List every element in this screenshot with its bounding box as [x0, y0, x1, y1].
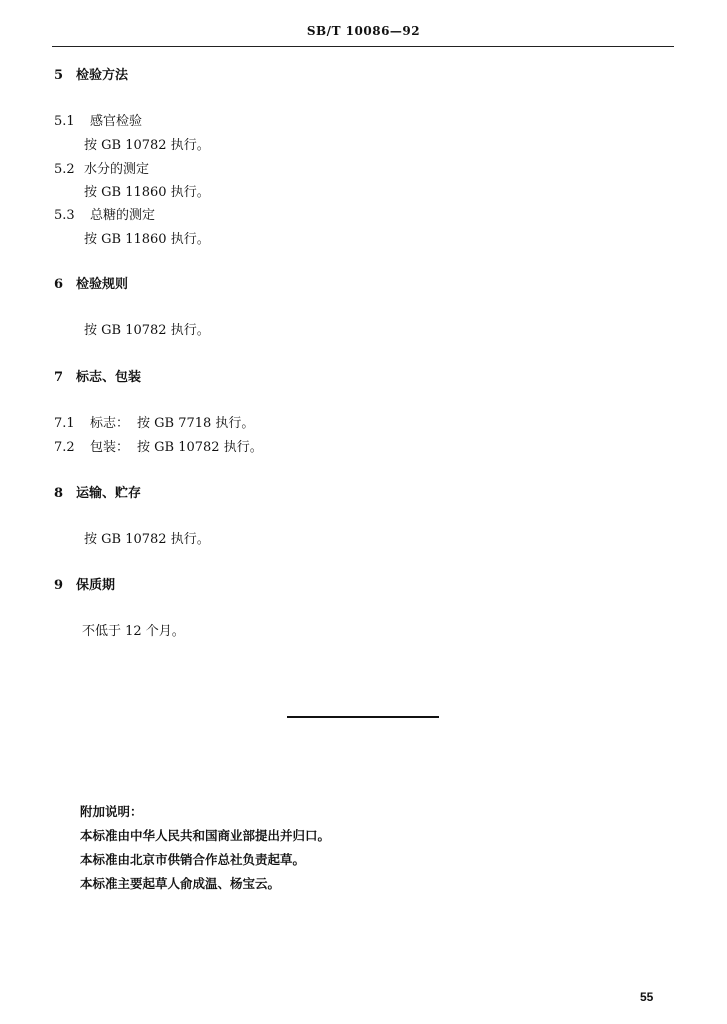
- subsection-5-3-heading: [54, 204, 155, 223]
- subsection-title: 感官检验: [90, 114, 143, 129]
- subsection-title: 总糖的测定: [90, 208, 156, 223]
- subsection-label: 包装：: [90, 440, 130, 455]
- notes-line: 本标准由中华人民共和国商业部提出并归口。: [80, 828, 331, 843]
- section-title: 检验方法: [76, 68, 129, 83]
- end-of-text-rule: [287, 716, 439, 718]
- section-number: 9: [54, 578, 64, 593]
- section-6-body: 按 GB 10782 执行。: [84, 323, 210, 338]
- document-header: SB/T 10086—92: [306, 24, 421, 38]
- subsection-title: 水分的测定: [84, 162, 150, 177]
- subsection-5-2-heading: [54, 158, 149, 177]
- section-6-heading: [54, 273, 128, 292]
- section-title: 检验规则: [76, 277, 129, 292]
- section-number: 5: [54, 68, 64, 83]
- subsection-7-2: [54, 436, 263, 455]
- section-number: 6: [54, 277, 64, 292]
- subsection-number: 7.2: [54, 440, 75, 455]
- section-5-heading: [54, 64, 128, 83]
- subsection-label: 标志：: [90, 416, 130, 431]
- subsection-5-1-heading: [54, 110, 142, 129]
- section-number: 8: [54, 486, 64, 501]
- section-title: 保质期: [76, 578, 116, 593]
- subsection-5-3-body: 按 GB 11860 执行。: [84, 232, 210, 247]
- section-8-heading: [54, 482, 141, 501]
- notes-line: 本标准主要起草人俞成温、杨宝云。: [80, 876, 281, 891]
- subsection-number: 5.1: [54, 114, 75, 129]
- subsection-number: 5.2: [54, 162, 75, 177]
- subsection-body: 按 GB 7718 执行。: [137, 416, 255, 431]
- page-number: 55: [640, 990, 654, 1004]
- section-7-heading: [54, 366, 141, 385]
- section-9-body: 不低于 12 个月。: [82, 624, 185, 639]
- header-rule: [52, 46, 674, 47]
- subsection-5-2-body: 按 GB 11860 执行。: [84, 185, 210, 200]
- section-title: 标志、包装: [76, 370, 142, 385]
- section-8-body: 按 GB 10782 执行。: [84, 532, 210, 547]
- subsection-7-1: [54, 412, 254, 431]
- subsection-5-1-body: 按 GB 10782 执行。: [84, 138, 210, 153]
- section-number: 7: [54, 370, 64, 385]
- subsection-number: 5.3: [54, 208, 75, 223]
- notes-title: 附加说明：: [80, 804, 143, 819]
- subsection-number: 7.1: [54, 416, 75, 431]
- section-9-heading: [54, 574, 115, 593]
- section-title: 运输、贮存: [76, 486, 142, 501]
- subsection-body: 按 GB 10782 执行。: [137, 440, 263, 455]
- notes-line: 本标准由北京市供销合作总社负责起草。: [80, 852, 306, 867]
